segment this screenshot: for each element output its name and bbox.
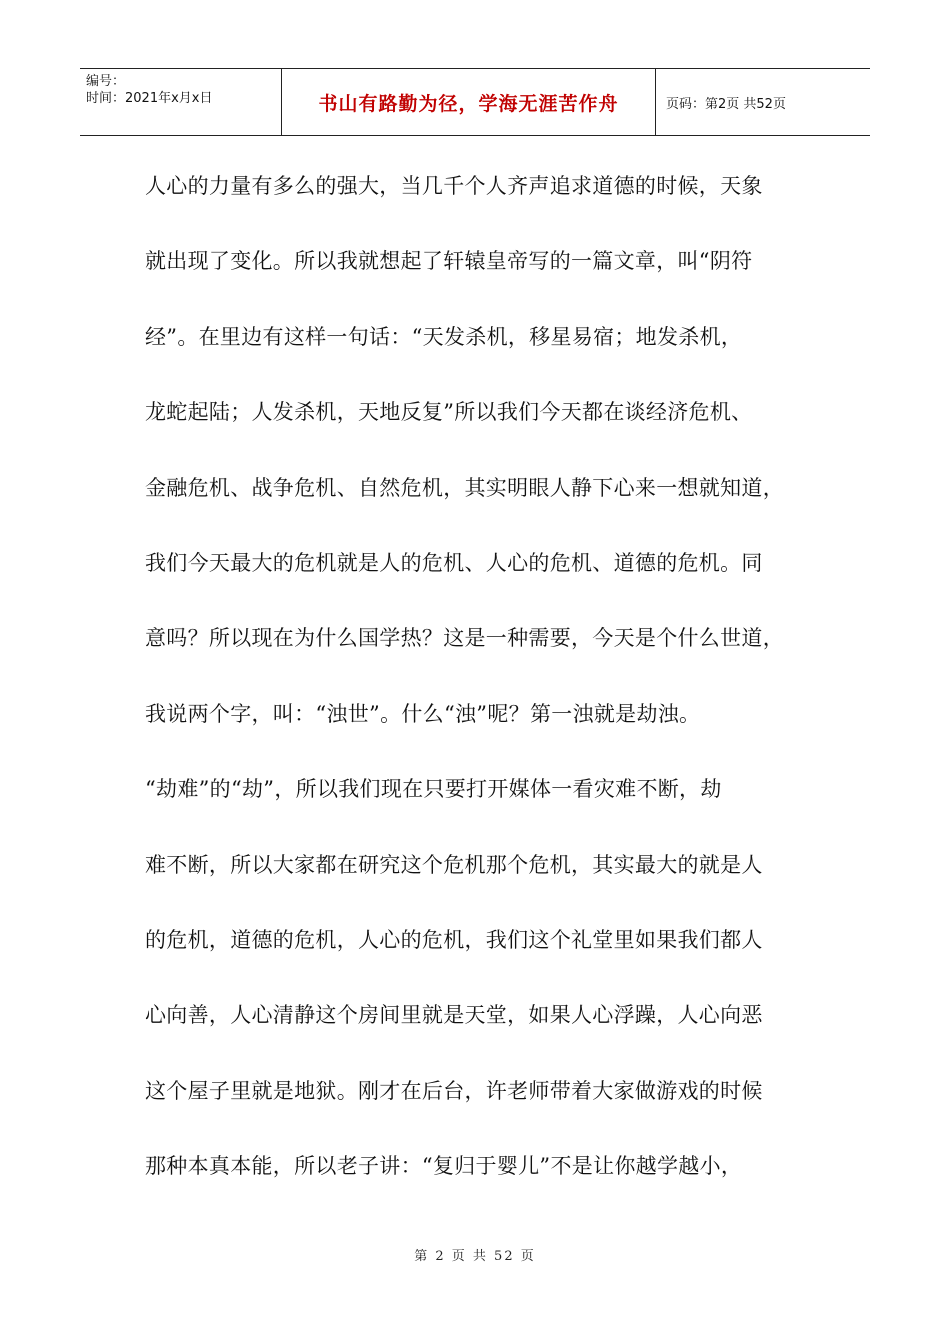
body-line: 的危机，道德的危机，人心的危机，我们这个礼堂里如果我们都人 <box>145 927 763 952</box>
number-label: 编号： <box>86 74 126 89</box>
body-line: 意吗？所以现在为什么国学热？这是一种需要，今天是个什么世道， <box>145 626 784 651</box>
body-line: 这个屋子里就是地狱。刚才在后台，许老师带着大家做游戏的时候 <box>145 1078 763 1103</box>
body-line: 人心的力量有多么的强大，当几千个人齐声追求道德的时候，天象 <box>145 174 763 198</box>
body-line: 那种本真本能，所以老子讲：“复归于婴儿”不是让你越学越小， <box>145 1154 743 1179</box>
page-header <box>80 68 870 136</box>
date-label: 时间：2021年x月x日 <box>86 91 213 106</box>
body-line: 我们今天最大的危机就是人的危机、人心的危机、道德的危机。同 <box>145 550 763 575</box>
body-line: 经”。在里边有这样一句话：“天发杀机，移星易宿；地发杀机， <box>145 324 743 349</box>
body-line: 龙蛇起陆；人发杀机，天地反复”所以我们今天都在谈经济危机、 <box>145 400 753 425</box>
page-info: 页码：第2页 共52页 <box>666 96 786 112</box>
body-line: 难不断，所以大家都在研究这个危机那个危机，其实最大的就是人 <box>145 852 763 877</box>
body-line: 就出现了变化。所以我就想起了轩辕皇帝写的一篇文章，叫“阴符 <box>145 249 753 274</box>
body-text <box>145 166 825 1221</box>
body-line: 金融危机、战争危机、自然危机，其实明眼人静下心来一想就知道， <box>145 475 784 500</box>
motto-text: 书山有路勤为径，学海无涯苦作舟 <box>318 92 619 115</box>
header-motto-cell <box>282 69 656 135</box>
header-meta-cell <box>80 69 282 135</box>
body-line: 我说两个字，叫：“浊世”。什么“浊”呢？第一浊就是劫浊。 <box>145 701 701 726</box>
body-line: 心向善，人心清静这个房间里就是天堂，如果人心浮躁，人心向恶 <box>145 1003 763 1028</box>
page-footer: 第 2 页 共 52 页 <box>414 1249 536 1264</box>
header-page-cell <box>656 69 870 135</box>
body-line: “劫难”的“劫”，所以我们现在只要打开媒体一看灾难不断，劫 <box>145 777 722 802</box>
